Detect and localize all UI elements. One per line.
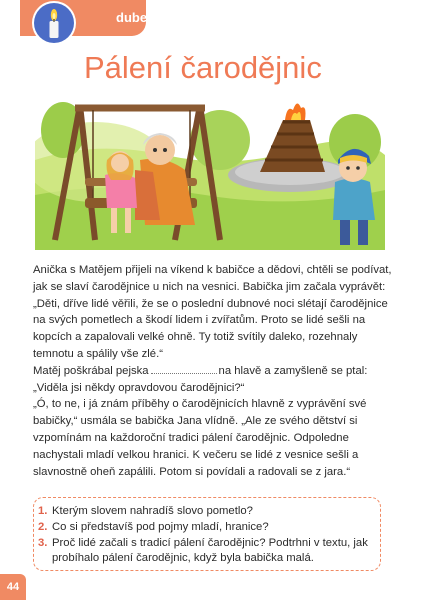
story-paragraph-3: „Ó, to ne, i já znám příběhy o čarodějnicích hlavně z vyprávění své babičky,“ usmála se babička Jana vlídně. „Ale ze svého dětství si vzpomínám na každoroční tradici pálení čarodějnic. Odpoledne nachystali mladí velkou hranici. K večeru se lidé z vesnice sešli a slavnostně oheň zapálili. Potom si povídali a radovali se z jara.“ <box>33 398 367 478</box>
swing-grandma-bonfire-illustration <box>35 100 385 250</box>
question-item <box>34 520 380 536</box>
question-number: 3. <box>38 536 48 549</box>
question-text: Co si představíš pod pojmy mladí, hranice? <box>52 520 269 533</box>
fill-in-blank <box>151 363 217 374</box>
questions-list <box>34 498 380 567</box>
question-text: Kterým slovem nahradíš slovo pometlo? <box>52 505 253 517</box>
story-paragraph-2 <box>33 363 395 397</box>
candle-icon-graphic <box>34 3 74 43</box>
question-item <box>34 504 380 520</box>
story-paragraph-1: Anička s Matějem přijeli na víkend k babičce a dědovi, chtěli se podívat, jak se slaví čarodějnice u nich na vesnici. Babička jim začala vyprávět: „Děti, dříve lidé věřili, že se o poslední dubnové noci slétají čarodějnice na svých pometlech a škodí lidem i zvířatům. Proto se lidé sešli na kopcích a zapalovali velké ohně. Ty totiž svítily daleko, rozehnaly temnotu a spálily vše zlé.“ <box>33 264 392 360</box>
story-illustration <box>35 100 385 250</box>
month-label: duben <box>116 10 155 25</box>
candle-icon <box>34 3 74 43</box>
question-number: 1. <box>38 505 48 517</box>
questions-box <box>33 497 381 571</box>
story-text <box>33 262 395 480</box>
question-text: Proč lidé začali s tradicí pálení čarodějnic? Podtrhni v textu, jak probíhalo pálení čarodějnic, když byla babička malá. <box>52 536 368 565</box>
story-paragraph-2-start: Matěj poškrábal pejska <box>33 364 149 377</box>
page-title: Pálení čarodějnic <box>84 50 322 85</box>
page-number: 44 <box>0 574 26 600</box>
question-item <box>34 536 380 568</box>
question-number: 2. <box>38 520 48 533</box>
story-paragraph-2-end: na hlavě a zamyšleně se ptal: „Viděla jsi někdy opravdovou čarodějnici?“ <box>33 364 368 394</box>
